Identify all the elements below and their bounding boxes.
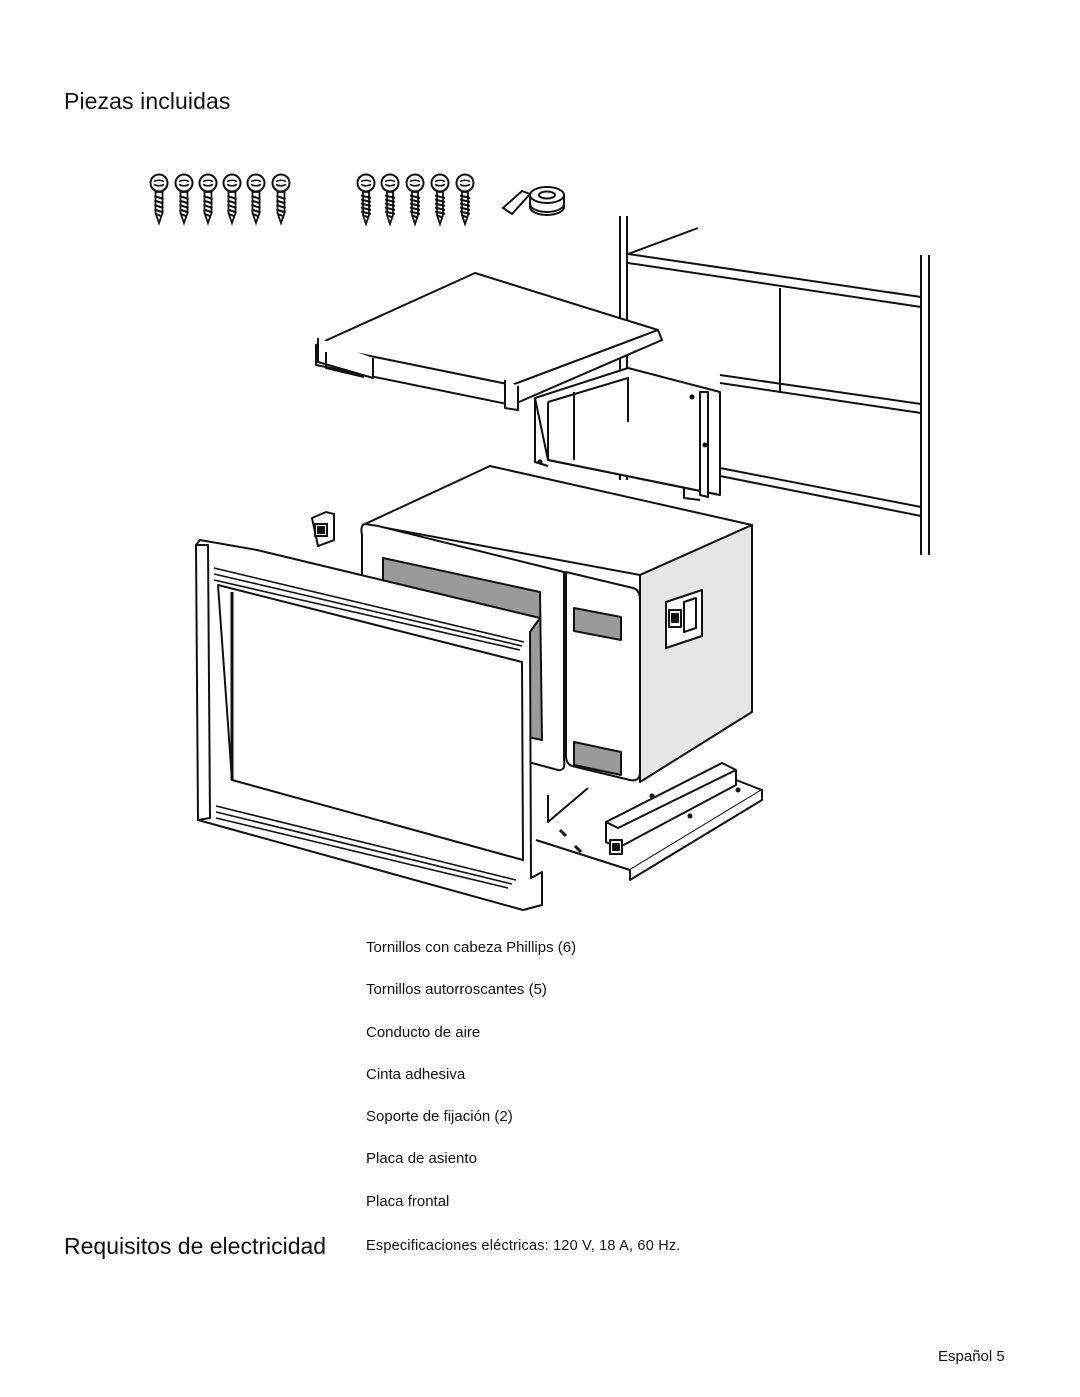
list-item: Placa de asiento	[366, 1150, 477, 1168]
phillips-screw-icon	[151, 175, 290, 224]
list-item: Soporte de fijación (2)	[366, 1108, 513, 1126]
electrical-spec: Especificaciones eléctricas: 120 V, 18 A, 60 Hz.	[366, 1238, 681, 1254]
parts-illustration	[0, 150, 1080, 920]
section-heading-electrical: Requisitos de electricidad	[64, 1233, 327, 1259]
list-item: Cinta adhesiva	[366, 1065, 466, 1083]
list-item: Tornillos con cabeza Phillips (6)	[366, 939, 577, 956]
air-duct	[535, 368, 720, 500]
page-title: Piezas incluidas	[64, 88, 231, 114]
parts-list	[366, 938, 576, 1234]
list-item: Conducto de aire	[366, 1023, 481, 1041]
self-tapping-screw-icon	[358, 175, 474, 225]
adhesive-tape-icon	[503, 187, 564, 215]
mounting-bracket	[312, 512, 334, 546]
list-item: Placa frontal	[366, 1192, 450, 1210]
list-item: Tornillos autorroscantes (5)	[366, 981, 547, 999]
page-number: Español 5	[938, 1348, 1005, 1365]
